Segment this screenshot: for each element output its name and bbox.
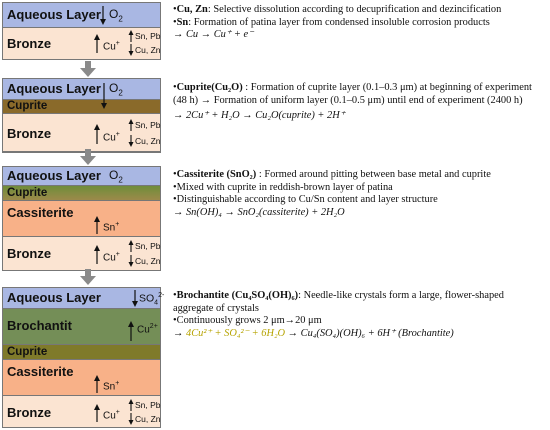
sn-pb-label: Sn, Pb bbox=[135, 31, 161, 41]
copper-ion-label: Cu+ bbox=[103, 251, 120, 264]
bronze-layer-label: Bronze bbox=[7, 405, 52, 420]
down-arrow-icon bbox=[127, 255, 135, 267]
up-arrow-icon bbox=[93, 404, 101, 422]
sulfate-ion-label: $SO_4^{2-}$ bbox=[139, 292, 165, 307]
cuprite-layer-label: Cuprite bbox=[7, 187, 48, 199]
stage4-point-growth: •Continuously grows 2 μm→20 μm bbox=[173, 315, 322, 326]
bronze-layer-label: Bronze bbox=[7, 36, 52, 51]
copper-ion-label: Cu+ bbox=[103, 131, 120, 144]
up-arrow-icon bbox=[93, 34, 101, 53]
up-arrow-icon bbox=[127, 321, 135, 341]
stage2-equation: → 2Cu⁺ + H₂O → Cu₂O(cuprite) + 2H⁺ bbox=[173, 110, 346, 121]
up-arrow-icon bbox=[127, 119, 135, 131]
bronze-layer-label: Bronze bbox=[7, 246, 52, 261]
stage-transition-arrow-icon bbox=[80, 269, 96, 285]
down-arrow-icon bbox=[131, 290, 139, 307]
aqueous-layer bbox=[3, 3, 160, 28]
tin-ion-label: Sn+ bbox=[103, 221, 120, 234]
aqueous-layer bbox=[3, 288, 165, 309]
cassiterite-layer bbox=[3, 201, 160, 237]
cu-zn-label: Cu, Zn bbox=[135, 256, 161, 266]
down-arrow-icon bbox=[127, 44, 135, 56]
sn-pb-label: Sn, Pb bbox=[135, 241, 161, 251]
brochantite-layer-label: Brochantit bbox=[7, 318, 72, 333]
aqueous-layer-label: Aqueous Layer bbox=[7, 7, 101, 22]
aqueous-layer-label: Aqueous Layer bbox=[7, 168, 101, 183]
up-arrow-icon bbox=[93, 216, 101, 234]
stage-transition-arrow-icon bbox=[80, 149, 96, 165]
stage2-layer-stack bbox=[2, 78, 161, 153]
stage4-point-brochantite: •Brochantite (Cu₄SO₄(OH)₆): Needle-like crystals form a large, flower-shaped aggregate of crystals bbox=[173, 290, 504, 314]
copper2-ion-label: $Cu^{2+}$ bbox=[137, 323, 158, 336]
cassiterite-layer bbox=[3, 360, 160, 396]
stage2-description bbox=[173, 82, 545, 123]
stage3-point-distinguishable: •Distinguishable according to Cu/Sn content and layer structure bbox=[173, 194, 438, 205]
bronze-layer bbox=[3, 114, 160, 152]
up-arrow-icon bbox=[93, 375, 101, 393]
stage3-equation: → Sn(OH)₄ → SnO₂(cassiterite) + 2H₂O bbox=[173, 206, 345, 218]
down-arrow-icon bbox=[100, 83, 108, 109]
aqueous-layer bbox=[3, 167, 160, 186]
cuprite-layer-label: Cuprite bbox=[7, 100, 48, 112]
stage1-layer-stack bbox=[2, 2, 161, 60]
stage1-description bbox=[173, 4, 545, 42]
stage3-point-cassiterite: •Cassiterite (SnO₂) : Formed around pitting between base metal and cuprite bbox=[173, 169, 491, 180]
up-arrow-icon bbox=[93, 124, 101, 144]
stage3-description bbox=[173, 169, 545, 219]
stage3-layer-stack bbox=[2, 166, 161, 271]
brochantite-layer bbox=[3, 309, 160, 345]
stage4-description bbox=[173, 290, 545, 340]
stage1-point-sn: •Sn: Formation of patina layer from condensed insoluble corrosion products bbox=[173, 16, 490, 28]
up-arrow-icon bbox=[127, 240, 135, 252]
stage4-equation: → 4Cu²⁺ + SO₄²⁻ + 6H₂O → Cu₄(SO₄)(OH)₆ + 6H⁺ (Brochantite) bbox=[173, 327, 454, 339]
cuprite-layer bbox=[3, 186, 160, 201]
down-arrow-icon bbox=[127, 413, 135, 425]
aqueous-layer bbox=[3, 79, 160, 100]
sn-pb-label: Sn, Pb bbox=[135, 400, 161, 410]
up-arrow-icon bbox=[93, 245, 101, 264]
cassiterite-layer-label: Cassiterite bbox=[7, 205, 74, 220]
cu-zn-label: Cu, Zn bbox=[135, 45, 161, 55]
cu-zn-label: Cu, Zn bbox=[135, 414, 161, 424]
up-arrow-icon bbox=[127, 30, 135, 42]
bronze-layer-label: Bronze bbox=[7, 126, 52, 141]
copper-ion-label: Cu+ bbox=[103, 40, 120, 53]
cuprite-layer bbox=[3, 345, 160, 360]
bronze-layer bbox=[3, 28, 160, 59]
bronze-layer bbox=[3, 237, 160, 270]
stage4-layer-stack bbox=[2, 287, 165, 428]
aqueous-layer-label: Aqueous Layer bbox=[7, 81, 101, 96]
bronze-layer bbox=[3, 396, 160, 427]
aqueous-layer-label: Aqueous Layer bbox=[7, 290, 101, 305]
stage3-point-mixed: •Mixed with cuprite in reddish-brown layer of patina bbox=[173, 181, 393, 193]
stage-transition-arrow-icon bbox=[80, 61, 96, 77]
down-arrow-icon bbox=[127, 135, 135, 147]
up-arrow-icon bbox=[127, 399, 135, 411]
cuprite-layer bbox=[3, 100, 160, 114]
stage1-point-cu-zn: •Cu, Zn: Selective dissolution according to decuprification and dezincification bbox=[173, 4, 502, 15]
cassiterite-layer-label: Cassiterite bbox=[7, 364, 74, 379]
sn-pb-label: Sn, Pb bbox=[135, 120, 161, 130]
stage1-equation: → Cu → Cu⁺ + e⁻ bbox=[173, 29, 254, 40]
stage2-point-cuprite: •Cuprite(Cu₂O) : Formation of cuprite layer (0.1–0.3 μm) at beginning of experiment (48 h) → Formation of uniform layer (0.1–0.5 μm) until end of experiment (2400 h) bbox=[173, 82, 532, 106]
oxygen-label: $O_2$ bbox=[109, 168, 123, 185]
oxygen-label: $O_2$ bbox=[109, 7, 123, 24]
tin-ion-label: Sn+ bbox=[103, 380, 120, 393]
cuprite-layer-label: Cuprite bbox=[7, 346, 48, 358]
down-arrow-icon bbox=[99, 6, 107, 25]
oxygen-label: $O_2$ bbox=[109, 81, 123, 98]
cu-zn-label: Cu, Zn bbox=[135, 136, 161, 146]
copper-ion-label: Cu+ bbox=[103, 409, 120, 422]
